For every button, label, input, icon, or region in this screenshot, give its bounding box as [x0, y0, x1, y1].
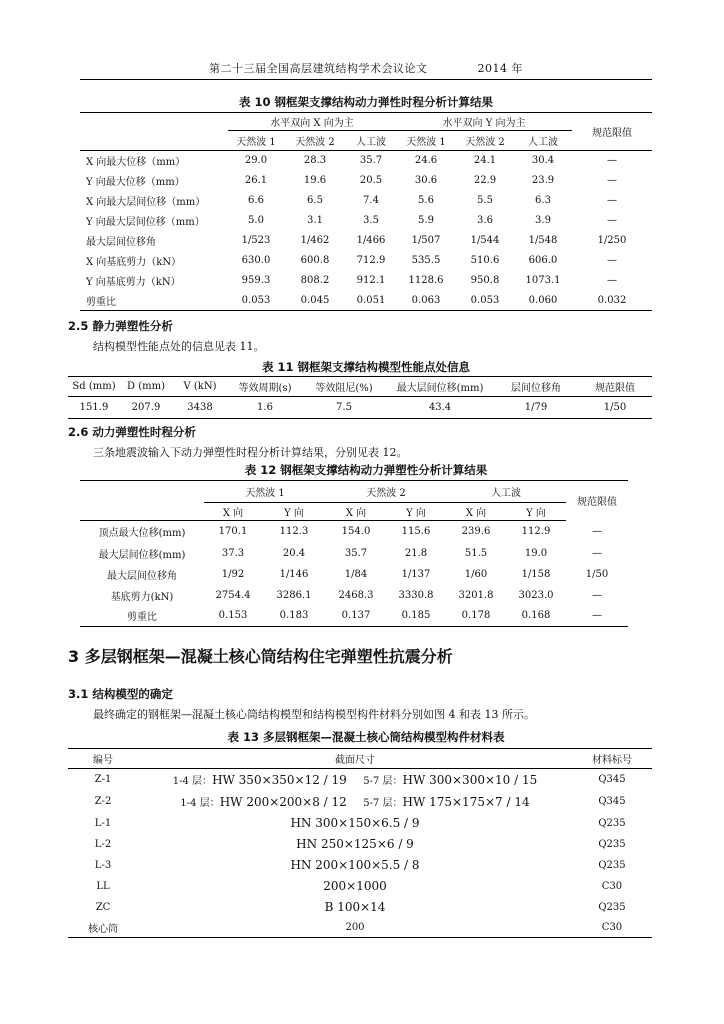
cell: 0.183 [262, 606, 326, 627]
section-3-title: 3 多层钢框架—混凝土核心筒结构住宅弹塑性抗震分析 [68, 647, 453, 666]
cell: Q235 [598, 817, 626, 829]
cell: 712.9 [356, 255, 386, 266]
cell: 0.053 [456, 291, 514, 311]
cell: 30.6 [414, 175, 438, 186]
table-row [80, 543, 628, 564]
cell: 3330.8 [398, 589, 434, 601]
cell: 0.178 [446, 606, 506, 627]
cell: 核心筒 [68, 918, 138, 938]
header-rule [80, 79, 652, 80]
table13-caption: 表 13 多层钢框架—混凝土核心筒结构模型构件材料表 [227, 730, 505, 744]
cell: 2468.3 [338, 589, 374, 601]
table-row [80, 606, 628, 627]
table10-group-x: 水平双向 X 向为主 [228, 113, 396, 131]
table10 [80, 112, 652, 311]
table-row [80, 564, 628, 585]
cell: 1.6 [228, 397, 302, 419]
cell: 3.5 [363, 215, 379, 226]
cell: 600.8 [300, 255, 330, 266]
table-row [80, 191, 652, 211]
cell: HN 200×100×5.5 / 8 [290, 858, 420, 872]
cell: 0.051 [346, 291, 396, 311]
cell: 115.6 [401, 526, 431, 538]
cell: 6.5 [307, 195, 323, 206]
table-row [80, 151, 652, 171]
section-2-6-title: 2.6 动力弹塑性时程分析 [68, 425, 196, 439]
cell: 5.5 [477, 195, 493, 206]
section-prefix: 1-4 层： [180, 798, 220, 809]
cell: LL [96, 880, 110, 892]
cell: 1/544 [470, 235, 500, 246]
table-row [68, 855, 652, 876]
table12-subheader: Y 向 [262, 503, 326, 521]
cell: 3.6 [477, 215, 493, 226]
cell: 1/507 [411, 235, 441, 246]
table12-limit-header: 规范限值 [566, 481, 628, 521]
table10-subheader: 人工波 [346, 131, 396, 151]
cell: 3.9 [535, 215, 551, 226]
cell: 23.9 [531, 175, 555, 186]
cell: HN 300×150×6.5 / 9 [290, 816, 420, 830]
cell: 3.1 [307, 215, 323, 226]
table-row [80, 171, 652, 191]
cell: 6.6 [248, 195, 264, 206]
table12-subheader: Y 向 [506, 503, 566, 521]
table10-caption: 表 10 钢框架支撑结构动力弹性时程分析计算结果 [238, 95, 493, 109]
cell: — [607, 275, 617, 286]
cell: Q345 [598, 796, 626, 807]
cell: 200 [138, 918, 572, 938]
row-label: X 向最大位移（mm） [86, 157, 186, 169]
cell: 959.3 [241, 275, 271, 286]
cell: 1/462 [300, 235, 330, 246]
cell: 0.185 [386, 606, 446, 627]
cell: 24.6 [414, 155, 438, 167]
cell: — [607, 155, 617, 167]
table10-group-y: 水平双向 Y 向为主 [396, 113, 572, 131]
row-label: 最大层间位移(mm) [98, 549, 186, 561]
cell: 1/548 [528, 235, 558, 246]
cell: — [592, 547, 602, 559]
cell: 0.063 [396, 291, 456, 311]
cell: 7.4 [363, 195, 379, 206]
section-prefix: 5-7 层： [363, 776, 403, 788]
table-row [68, 791, 652, 813]
table-row [68, 769, 652, 791]
table-row [68, 813, 652, 834]
section-3-1-title: 3.1 结构模型的确定 [68, 687, 173, 701]
cell: 1/60 [464, 568, 488, 580]
table11-header: 层间位移角 [494, 377, 578, 397]
cell: 19.6 [303, 175, 327, 186]
table-row [80, 271, 652, 291]
cell: 1/137 [401, 568, 431, 580]
cell: — [607, 175, 617, 186]
cell: 43.4 [386, 397, 494, 419]
cell: 112.9 [521, 526, 551, 538]
cell: B 100×14 [324, 900, 386, 914]
cell: 20.5 [359, 175, 383, 186]
cell: 1/92 [221, 568, 245, 580]
table10-subheader: 天然波 1 [396, 131, 456, 151]
cell: 3201.8 [458, 589, 494, 601]
table13-header: 编号 [68, 749, 138, 769]
cell: 1073.1 [525, 275, 561, 286]
cell: 35.7 [359, 155, 383, 167]
cell: 606.0 [528, 255, 558, 266]
cell: Z-1 [94, 774, 112, 786]
row-label: 基底剪力(kN) [110, 591, 174, 603]
table12-subheader: X 向 [204, 503, 262, 521]
table10-subheader: 天然波 1 [228, 131, 284, 151]
cell: — [592, 526, 602, 537]
table11-header: 规范限值 [578, 377, 652, 397]
cell: — [607, 195, 617, 206]
cell: 0.053 [228, 291, 284, 311]
cell: 5.6 [418, 195, 434, 206]
cell: 151.9 [68, 397, 120, 419]
section-size: HW 175×175×7 / 14 [402, 795, 530, 809]
cell: C30 [572, 918, 652, 938]
table12-subheader: X 向 [446, 503, 506, 521]
cell: L-1 [94, 817, 112, 829]
cell: 6.3 [535, 195, 551, 206]
table10-subheader: 天然波 2 [456, 131, 514, 151]
table11-header: 最大层间位移(mm) [386, 377, 494, 397]
cell: 20.4 [282, 547, 306, 559]
table12-subheader: X 向 [326, 503, 386, 521]
cell: 0.045 [284, 291, 346, 311]
row-label: 剪重比 [80, 291, 228, 311]
cell: ZC [95, 901, 111, 913]
cell: — [607, 215, 617, 226]
row-label: Y 向最大位移（mm） [86, 177, 185, 188]
conference-title: 第二十三届全国高层建筑结构学术会议论文 [209, 62, 428, 75]
table11 [68, 376, 652, 419]
table12-group: 天然波 1 [204, 481, 326, 503]
table11-header: V (kN) [172, 377, 228, 397]
cell: 808.2 [300, 275, 330, 286]
cell: 7.5 [302, 397, 386, 419]
cell: 1/466 [356, 235, 386, 246]
cell: 3286.1 [276, 589, 312, 601]
cell [138, 791, 572, 813]
table-row [80, 231, 652, 251]
cell: 0.060 [514, 291, 572, 311]
table12-subheader: Y 向 [386, 503, 446, 521]
cell: 112.3 [279, 526, 309, 538]
table-row [80, 585, 628, 606]
row-label: Y 向最大层间位移（mm） [86, 217, 205, 228]
row-label: 剪重比 [80, 606, 204, 627]
cell: 1/84 [344, 568, 368, 580]
cell: 207.9 [120, 397, 172, 419]
cell: 35.7 [344, 547, 368, 559]
table13-header: 截面尺寸 [138, 749, 572, 769]
cell: 170.1 [218, 526, 248, 538]
cell: Z-2 [94, 796, 112, 807]
row-label: X 向基底剪力（kN） [86, 257, 182, 268]
table12 [80, 480, 628, 627]
table-row [68, 834, 652, 855]
cell: Q235 [598, 859, 626, 871]
cell: 22.9 [473, 175, 497, 186]
table-row [68, 876, 652, 897]
cell: 37.3 [221, 547, 245, 559]
cell: 0.137 [326, 606, 386, 627]
cell: 21.8 [404, 547, 428, 559]
cell: 30.4 [531, 155, 555, 167]
cell: 2754.4 [215, 589, 251, 601]
table12-group: 天然波 2 [326, 481, 446, 503]
cell [138, 769, 572, 791]
cell: 51.5 [464, 547, 488, 559]
table11-caption: 表 11 钢框架支撑结构模型性能点处信息 [261, 360, 470, 374]
cell: 3023.0 [518, 589, 554, 601]
cell: 200×1000 [323, 879, 387, 893]
cell: 28.3 [303, 155, 327, 167]
cell: Q235 [598, 901, 626, 913]
cell: 0.168 [506, 606, 566, 627]
cell: 1128.6 [408, 275, 444, 286]
cell: 154.0 [341, 526, 371, 538]
cell: L-3 [94, 859, 112, 871]
cell: 29.0 [244, 155, 268, 167]
cell: 1/79 [494, 397, 578, 419]
table-row [68, 918, 652, 938]
row-label: 顶点最大位移(mm) [98, 528, 186, 540]
cell: — [607, 255, 617, 266]
row-label: 最大层间位移角 [86, 237, 156, 248]
cell: 5.0 [248, 215, 264, 226]
cell: 1/523 [241, 235, 271, 246]
section-3-1-text: 最终确定的钢框架—混凝土核心筒结构模型和结构模型构件材料分别如图 4 和表 13 所示。 [93, 708, 535, 721]
cell: HN 250×125×6 / 9 [296, 837, 414, 851]
section-prefix: 5-7 层： [363, 798, 403, 809]
table11-header: 等效阻尼(%) [302, 377, 386, 397]
cell: — [566, 606, 628, 627]
cell: 1/50 [585, 568, 609, 580]
cell: — [592, 589, 602, 601]
cell: 950.8 [470, 275, 500, 286]
section-size: HW 300×300×10 / 15 [402, 773, 538, 788]
section-size: HW 200×200×8 / 12 [219, 795, 347, 809]
cell: 1/250 [597, 235, 627, 246]
cell: C30 [601, 880, 623, 892]
cell: 19.0 [524, 547, 548, 559]
section-size: HW 350×350×12 / 19 [212, 773, 347, 788]
cell: Q345 [598, 774, 626, 786]
cell: 535.5 [411, 255, 441, 266]
cell: 1/158 [521, 568, 551, 580]
table11-header: 等效周期(s) [228, 377, 302, 397]
row-label: 最大层间位移角 [107, 570, 177, 582]
section-2-5-text: 结构模型性能点处的信息见表 11。 [93, 340, 265, 353]
section-prefix: 1-4 层： [172, 776, 213, 788]
cell: 510.6 [470, 255, 500, 266]
cell: 24.1 [473, 155, 497, 167]
cell: 26.1 [244, 175, 268, 186]
table-row [80, 251, 652, 271]
cell: 239.6 [461, 526, 491, 538]
table-row [68, 397, 652, 419]
table12-group: 人工波 [446, 481, 566, 503]
table10-subheader: 人工波 [514, 131, 572, 151]
year: 2014 年 [477, 62, 523, 75]
section-2-5-title: 2.5 静力弹塑性分析 [68, 319, 173, 333]
table-row [80, 211, 652, 231]
table13-header: 材料标号 [572, 749, 652, 769]
cell: 3438 [172, 397, 228, 419]
table-row [80, 521, 628, 543]
table-row [68, 897, 652, 918]
cell: 5.9 [418, 215, 434, 226]
cell: 1/146 [279, 568, 309, 580]
section-2-6-text: 三条地震波输入下动力弹塑性时程分析计算结果，分别见表 12。 [93, 446, 408, 459]
cell: 630.0 [241, 255, 271, 266]
cell: 1/50 [578, 397, 652, 419]
cell: Q235 [598, 838, 626, 850]
table-row [80, 291, 652, 311]
page-header [80, 60, 652, 76]
cell: 912.1 [356, 275, 386, 286]
table11-header: Sd (mm) [68, 377, 120, 397]
table11-header: D (mm) [120, 377, 172, 397]
table10-subheader: 天然波 2 [284, 131, 346, 151]
table12-caption: 表 12 钢框架支撑结构动力弹塑性分析计算结果 [244, 463, 488, 477]
table10-limit-header: 规范限值 [572, 113, 652, 151]
row-label: X 向最大层间位移（mm） [86, 197, 206, 208]
cell: L-2 [94, 838, 112, 850]
table13 [68, 748, 652, 938]
cell: 0.032 [572, 291, 652, 311]
row-label: Y 向基底剪力（kN） [86, 277, 181, 288]
cell: 0.153 [204, 606, 262, 627]
